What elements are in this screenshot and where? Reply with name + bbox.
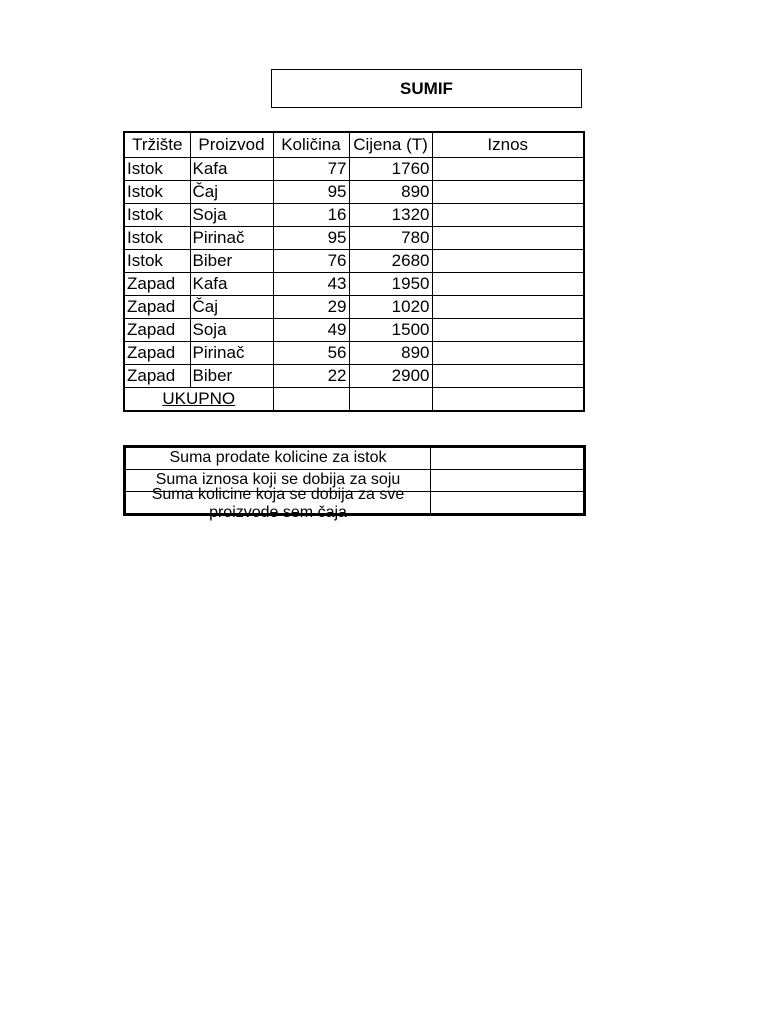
price-cell[interactable]: 890 xyxy=(349,181,432,204)
quantity-cell[interactable]: 49 xyxy=(273,319,349,342)
table-row xyxy=(124,181,584,204)
total-quantity-cell[interactable] xyxy=(273,388,349,412)
quantity-cell[interactable]: 29 xyxy=(273,296,349,319)
table-row xyxy=(124,273,584,296)
table-row xyxy=(124,365,584,388)
total-amount-cell[interactable] xyxy=(432,388,584,412)
amount-cell[interactable] xyxy=(432,342,584,365)
header-row xyxy=(124,132,584,158)
market-cell[interactable]: Zapad xyxy=(124,319,190,342)
summary-row xyxy=(125,492,585,515)
table-row xyxy=(124,204,584,227)
product-cell[interactable]: Čaj xyxy=(190,181,273,204)
market-cell[interactable]: Zapad xyxy=(124,296,190,319)
market-cell[interactable]: Zapad xyxy=(124,273,190,296)
total-label[interactable]: UKUPNO xyxy=(124,388,273,412)
quantity-cell[interactable]: 56 xyxy=(273,342,349,365)
amount-cell[interactable] xyxy=(432,296,584,319)
amount-cell[interactable] xyxy=(432,365,584,388)
price-cell[interactable]: 1320 xyxy=(349,204,432,227)
header-cell-amount[interactable]: Iznos xyxy=(432,132,584,158)
price-cell[interactable]: 1500 xyxy=(349,319,432,342)
total-price-cell[interactable] xyxy=(349,388,432,412)
product-cell[interactable]: Kafa xyxy=(190,273,273,296)
table-row xyxy=(124,342,584,365)
amount-cell[interactable] xyxy=(432,227,584,250)
summary-value[interactable] xyxy=(431,470,585,492)
product-cell[interactable]: Soja xyxy=(190,319,273,342)
product-cell[interactable]: Pirinač xyxy=(190,342,273,365)
price-cell[interactable]: 780 xyxy=(349,227,432,250)
summary-value[interactable] xyxy=(431,492,585,515)
product-cell[interactable]: Pirinač xyxy=(190,227,273,250)
price-cell[interactable]: 890 xyxy=(349,342,432,365)
amount-cell[interactable] xyxy=(432,319,584,342)
table-row xyxy=(124,158,584,181)
quantity-cell[interactable]: 16 xyxy=(273,204,349,227)
product-cell[interactable]: Biber xyxy=(190,365,273,388)
summary-label-cell[interactable] xyxy=(125,486,431,521)
price-cell[interactable]: 2680 xyxy=(349,250,432,273)
header-cell-price[interactable]: Cijena (T) xyxy=(349,132,432,158)
table-row xyxy=(124,296,584,319)
market-cell[interactable]: Istok xyxy=(124,158,190,181)
amount-cell[interactable] xyxy=(432,181,584,204)
summary-label[interactable]: Suma iznosa koji se dobija za soju xyxy=(125,470,431,492)
summary-table xyxy=(123,445,586,521)
summary-value[interactable] xyxy=(431,447,585,470)
quantity-cell[interactable]: 43 xyxy=(273,273,349,296)
summary-row xyxy=(125,447,585,470)
market-cell[interactable]: Istok xyxy=(124,181,190,204)
amount-cell[interactable] xyxy=(432,273,584,296)
table-row xyxy=(124,319,584,342)
table-row xyxy=(124,250,584,273)
header-cell-market[interactable]: Tržište xyxy=(124,132,190,158)
summary-label[interactable]: Suma prodate kolicine za istok xyxy=(125,447,431,470)
quantity-cell[interactable]: 95 xyxy=(273,227,349,250)
quantity-cell[interactable]: 77 xyxy=(273,158,349,181)
amount-cell[interactable] xyxy=(432,158,584,181)
amount-cell[interactable] xyxy=(432,204,584,227)
sheet-title: SUMIF xyxy=(271,69,582,108)
product-cell[interactable]: Biber xyxy=(190,250,273,273)
market-cell[interactable]: Zapad xyxy=(124,342,190,365)
quantity-cell[interactable]: 95 xyxy=(273,181,349,204)
header-cell-product[interactable]: Proizvod xyxy=(190,132,273,158)
total-row xyxy=(124,388,584,412)
market-cell[interactable]: Istok xyxy=(124,204,190,227)
table-row xyxy=(124,227,584,250)
header-cell-quantity[interactable]: Količina xyxy=(273,132,349,158)
price-cell[interactable]: 1950 xyxy=(349,273,432,296)
price-cell[interactable]: 2900 xyxy=(349,365,432,388)
data-table xyxy=(123,131,585,412)
product-cell[interactable]: Kafa xyxy=(190,158,273,181)
product-cell[interactable]: Čaj xyxy=(190,296,273,319)
market-cell[interactable]: Istok xyxy=(124,250,190,273)
price-cell[interactable]: 1020 xyxy=(349,296,432,319)
summary-label: Suma kolicine koja se dobija za sve proizvode sem čaja xyxy=(151,486,405,521)
market-cell[interactable]: Zapad xyxy=(124,365,190,388)
price-cell[interactable]: 1760 xyxy=(349,158,432,181)
quantity-cell[interactable]: 76 xyxy=(273,250,349,273)
amount-cell[interactable] xyxy=(432,250,584,273)
product-cell[interactable]: Soja xyxy=(190,204,273,227)
quantity-cell[interactable]: 22 xyxy=(273,365,349,388)
market-cell[interactable]: Istok xyxy=(124,227,190,250)
